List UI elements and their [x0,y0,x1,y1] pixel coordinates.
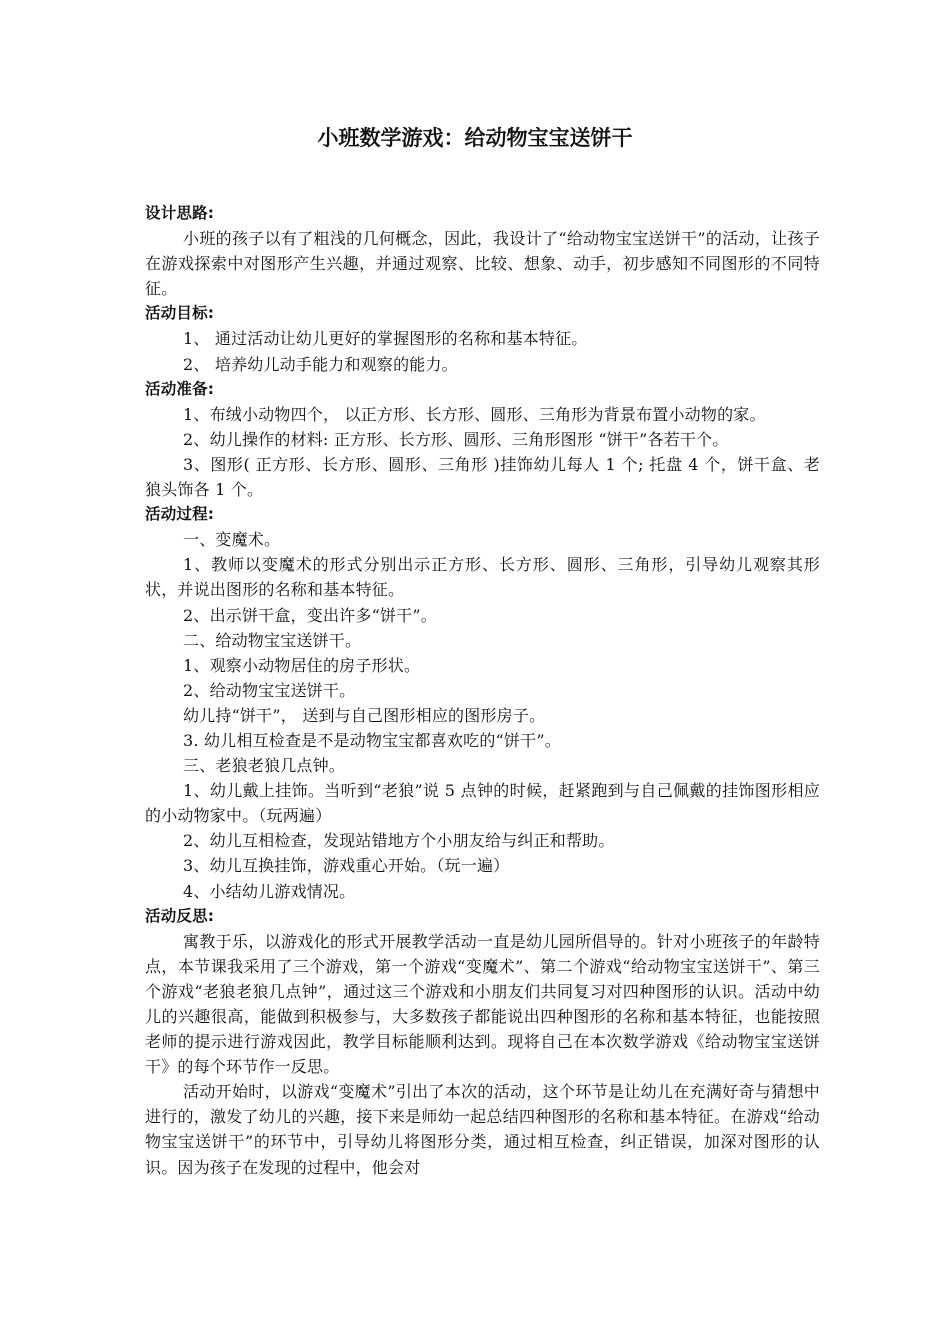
process-item: 2、出示饼干盒，变出许多“饼干”。 [183,605,437,625]
section-heading-goals: 活动目标: [145,304,215,323]
process-item: 幼儿持“饼干”， 送到与自己图形相应的图形房子。 [183,705,546,725]
document-title: 小班数学游戏：给动物宝宝送饼干 [317,126,633,150]
prep-item: 1、布绒小动物四个， 以正方形、长方形、圆形、三角形为背景布置小动物的家。 [183,404,766,424]
process-item: 1、观察小动物居住的房子形状。 [183,655,421,675]
process-item: 二、给动物宝宝送饼干。 [183,630,362,650]
process-item: 2、幼儿互相检查，发现站错地方个小朋友给与纠正和帮助。 [183,831,615,851]
design-paragraph: 小班的孩子以有了粗浅的几何概念，因此，我设计了“给动物宝宝送饼干”的活动，让孩子在游戏探索中对图形产生兴趣，并通过观察、比较、想象、动手，初步感知不同图形的不同特征。 [145,229,820,299]
section-heading-prep: 活动准备: [145,379,215,398]
goal-item: 2、 培养幼儿动手能力和观察的能力。 [183,354,458,374]
process-item: 一、变魔术。 [183,530,281,550]
reflection-paragraph: 寓教于乐，以游戏化的形式开展教学活动一直是幼儿园所倡导的。针对小班孩子的年龄特点，本节课我采用了三个游戏，第一个游戏“变魔术”、第二个游戏“给动物宝宝送饼干”、第三个游戏“老狼老狼几点钟”，通过这三个游戏和小朋友们共同复习对四种图形的认识。活动中幼儿的兴趣很高，能做到积极参与，大多数孩子都能说出四种图形的名称和基本特征，也能按照老师的提示进行游戏因此，教学目标能顺利达到。现将自己在本次数学游戏《给动物宝宝送饼干》的每个环节作一反思。 [145,931,820,1077]
process-item: 2、给动物宝宝送饼干。 [183,680,356,700]
prep-item: 2、幼儿操作的材料: 正方形、长方形、圆形、三角形图形 “饼干”各若干个。 [183,429,729,449]
section-heading-process: 活动过程: [145,505,215,524]
process-item: 3、幼儿互换挂饰，游戏重心开始。（玩一遍） [183,856,510,876]
section-heading-design: 设计思路: [145,204,215,222]
reflection-paragraph: 活动开始时，以游戏“变魔术”引出了本次的活动，这个环节是让幼儿在充满好奇与猜想中进行的，激发了幼儿的兴趣，接下来是师幼一起总结四种图形的名称和基本特征。在游戏“给动物宝宝送饼干”的环节中，引导幼儿将图形分类，通过相互检查，纠正错误，加深对图形的认识。因为孩子在发现的过程中，他会对 [145,1082,820,1177]
goal-item: 1、 通过活动让幼儿更好的掌握图形的名称和基本特征。 [183,329,588,349]
process-item: 4、小结幼儿游戏情况。 [183,881,356,901]
process-item: 1、幼儿戴上挂饰。当听到“老狼”说 5 点钟的时候，赶紧跑到与自己佩戴的挂饰图形相应的小动物家中。（玩两遍） [145,781,820,826]
document-body [145,201,820,1180]
process-item: 1、教师以变魔术的形式分别出示正方形、长方形、圆形、三角形，引导幼儿观察其形状，并说出图形的名称和基本特征。 [145,555,820,600]
prep-item: 3、图形( 正方形、长方形、圆形、三角形 )挂饰幼儿每人 1 个; 托盘 4 个，饼干盒、老狼头饰各 1 个。 [145,454,820,500]
section-heading-reflection: 活动反思: [145,906,215,925]
process-item: 3. 幼儿相互检查是不是动物宝宝都喜欢吃的“饼干”。 [183,730,561,750]
process-item: 三、老狼老狼几点钟。 [183,756,346,776]
